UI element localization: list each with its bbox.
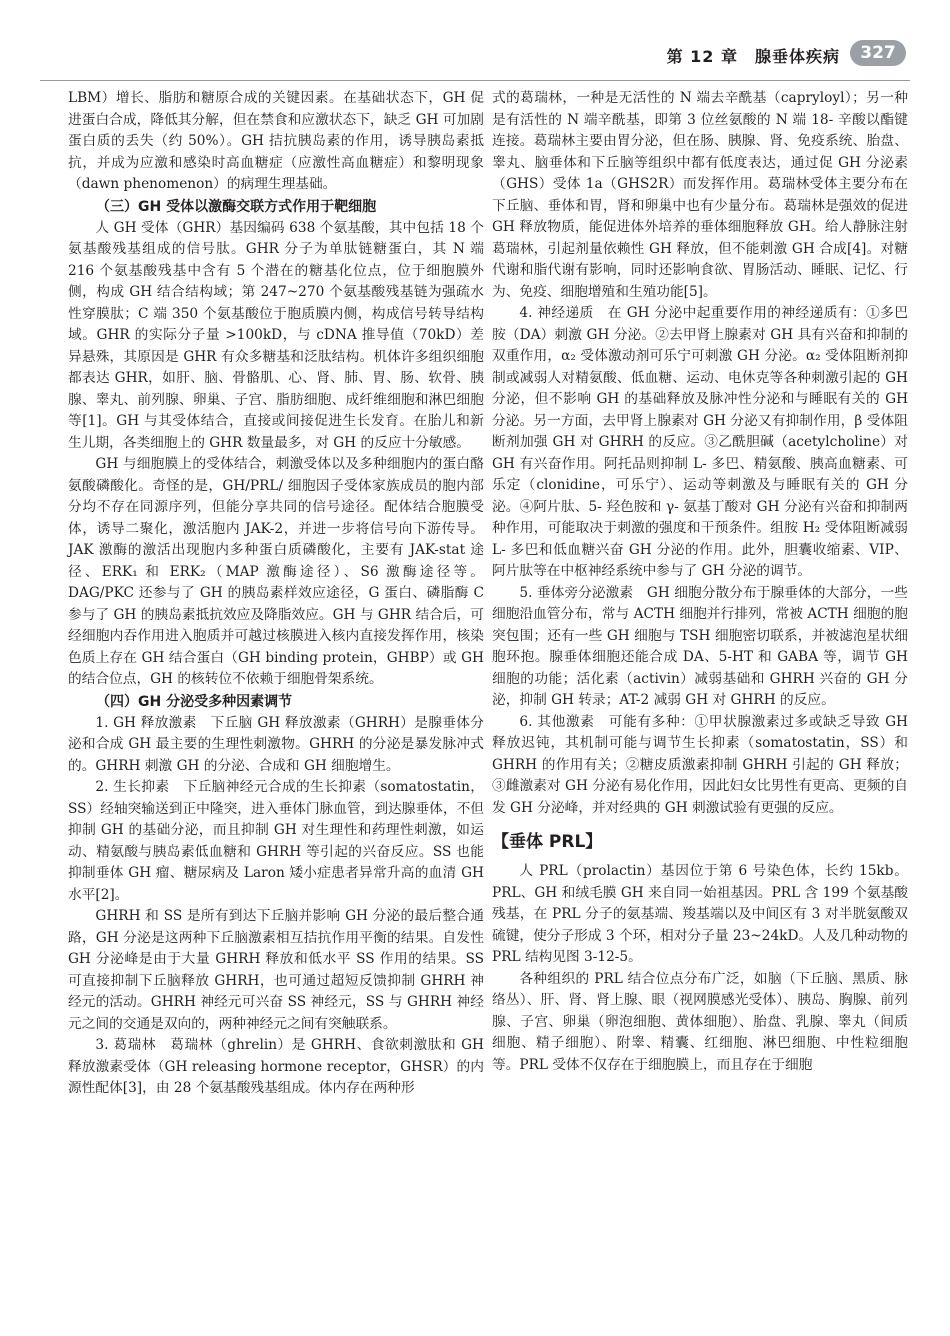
paragraph: 1. GH 释放激素 下丘脑 GH 释放激素（GHRH）是腺垂体分泌和合成 GH 最主要的生理性刺激物。GHRH 的分泌是暴发脉冲式的。GHRH 刺激 GH 的分泌、合成和 GH 细胞增生。 xyxy=(68,714,484,774)
paragraph: LBM）增长、脂肪和糖原合成的关键因素。在基础状态下，GH 促进蛋白合成，降低其分解，但在禁食和应激状态下，缺乏 GH 可加剧蛋白质的丢失（约 50%）。GH 拮抗胰岛素的作用，诱导胰岛素抵抗，并成为应激和感染时高血糖症（应激性高血糖症）和黎明现象（dawn phenomenon）的病理生理基础。 xyxy=(68,90,484,192)
paragraph: 人 GH 受体（GHR）基因编码 638 个氨基酸，其中包括 18 个氨基酸残基组成的信号肽。GHR 分子为单肽链糖蛋白，其 N 端 216 个氨基酸残基中含有 5 个潜在的糖基化位点，位于细胞膜外侧，构成 GH 结合结构域；第 247~270 个氨基酸残基链为强疏水性穿膜肽；C 端 350 个氨基酸位于胞质膜内侧，构成信号转导结构域。GHR 的实际分子量 >100kD，与 cDNA 推导值（70kD）差异悬殊，其原因是 GHR 有众多糖基和泛肽结构。机体许多组织细胞都表达 GHR，如肝、脑、骨骼肌、心、肾、肺、胃、肠、软骨、胰腺、睾丸、前列腺、卵巢、子宫、脂肪细胞、成纤维细胞和淋巴细胞等[1]。GH 与其受体结合，直接或间接促进生长发育。在胎儿和新生儿期，各类细胞上的 GHR 数量最多，对 GH 的反应十分敏感。 xyxy=(68,219,484,451)
paragraph: 各种组织的 PRL 结合位点分布广泛，如脑（下丘脑、黑质、脉络丛）、肝、肾、肾上腺、眼（视网膜感光受体）、胰岛、胸腺、前列腺、子宫、卵巢（卵泡细胞、黄体细胞）、胎盘、乳腺、睾丸（间质细胞、精子细胞）、附睾、精囊、红细胞、淋巴细胞、中性粒细胞等。PRL 受体不仅存在于细胞膜上，而且存在于细胞 xyxy=(492,970,908,1073)
right-column xyxy=(492,88,908,1076)
paragraph: 5. 垂体旁分泌激素 GH 细胞分散分布于腺垂体的大部分，一些细胞沿血管分布，常与 ACTH 细胞并行排列，常被 ACTH 细胞的胞突包围；还有一些 GH 细胞与 TSH 细胞密切联系，并被滤泡星状细胞环抱。腺垂体细胞还能合成 DA、5-HT 和 GABA 等，调节 GH 细胞的功能；活化素（activin）减弱基础和 GHRH 兴奋的 GH 分泌，抑制 GH 转录；AT-2 减弱 GH 对 GHRH 的反应。 xyxy=(492,584,908,708)
subsection-heading: （三）GH 受体以激酶交联方式作用于靶细胞 xyxy=(96,198,377,215)
paragraph: 3. 葛瑞林 葛瑞林（ghrelin）是 GHRH、食欲刺激肽和 GH 释放激素受体（GH releasing hormone receptor，GHSR）的内源性配体[3]，由 28 个氨基酸残基组成。体内存在两种形 xyxy=(68,1037,484,1096)
paragraph: 4. 神经递质 在 GH 分泌中起重要作用的神经递质有：①多巴胺（DA）刺激 GH 分泌。②去甲肾上腺素对 GH 具有兴奋和抑制的双重作用，α₂ 受体激动剂可乐宁可刺激 GH 分泌。α₂ 受体阻断剂抑制或减弱人对精氨酸、低血糖、运动、电休克等各种刺激引起的 GH 分泌，但不影响 GH 的基础释放及脉冲性分泌和与睡眠有关的 GH 分泌。另一方面，去甲肾上腺素对 GH 分泌又有抑制作用，β 受体阻断剂加强 GH 对 GHRH 的反应。③乙酰胆碱（acetylcholine）对 GH 有兴奋作用。阿托品则抑制 L- 多巴、精氨酸、胰高血糖素、可乐定（clonidine，可乐宁）、运动等刺激及与睡眠有关的 GH 分泌。④阿片肽、5- 羟色胺和 γ- 氨基丁酸对 GH 分泌有兴奋和抑制两种作用，可能取决于刺激的强度和干预条件。组胺 H₂ 受体阻断减弱 L- 多巴和低血糖兴奋 GH 分泌的作用。此外，胆囊收缩素、VIP、阿片肽等在中枢神经系统中参与了 GH 分泌的调节。 xyxy=(492,305,908,579)
left-column xyxy=(68,88,484,1100)
paragraph: GH 与细胞膜上的受体结合，刺激受体以及多种细胞内的蛋白酪氨酸磷酸化。奇怪的是，GH/PRL/ 细胞因子受体家族成员的胞内部分均不存在同源序列，但能分享共同的信号途径。配体结合胞膜受体，诱导二聚化，激活胞内 JAK-2，并进一步将信号向下游传导。JAK 激酶的激活出现胞内多种蛋白质磷酸化，主要有 JAK-stat 途径、ERK₁ 和 ERK₂（MAP 激酶途径）、S6 激酶途径等。DAG/PKC 还参与了 GH 的胰岛素样效应途径，G 蛋白、磷脂酶 C 参与了 GH 的胰岛素抵抗效应及降脂效应。GH 与 GHR 结合后，可经细胞内吞作用进入胞质并可越过核膜进入核内直接发挥作用，核染色质上存在 GH 结合蛋白（GH binding protein，GHBP）或 GH 的结合位点，GH 的核转位不依赖于细胞骨架系统。 xyxy=(68,456,484,687)
paragraph: 人 PRL（prolactin）基因位于第 6 号染色体，长约 15kb。PRL、GH 和绒毛膜 GH 来自同一始祖基因。PRL 含 199 个氨基酸残基，在 PRL 分子的氨基端、羧基端以及中间区有 3 对半胱氨酸双硫键，使分子形成 3 个环，相对分子量 23~24kD。人及几种动物的 PRL 结构见图 3-12-5。 xyxy=(492,863,908,965)
paragraph: GHRH 和 SS 是所有到达下丘脑并影响 GH 分泌的最后整合通路，GH 分泌是这两种下丘脑激素相互拮抗作用平衡的结果。自发性 GH 分泌峰是由于大量 GHRH 释放和低水平 SS 作用的结果。SS 可直接抑制下丘脑释放 GHRH，也可通过超短反馈抑制 GHRH 神经元的活动。GHRH 神经元可兴奋 SS 神经元，SS 与 GHRH 神经元之间的交通是双向的，两种神经元之间有突触联系。 xyxy=(68,908,484,1032)
page-header xyxy=(40,40,910,81)
paragraph: 式的葛瑞林，一种是无活性的 N 端去辛酰基（capryloyl）；另一种是有活性的 N 端辛酰基，即第 3 位丝氨酸的 N 端 18- 辛酸以酯键连接。葛瑞林主要由胃分泌，但在肠、胰腺、肾、免疫系统、胎盘、睾丸、脑垂体和下丘脑等组织中都有低度表达，通过促 GH 分泌素（GHS）受体 1a（GHS2R）而发挥作用。葛瑞林受体主要分布在下丘脑、垂体和胃，肾和卵巢中也有少量分布。葛瑞林是强效的促进 GH 释放物质，能促进体外培养的垂体细胞释放 GH。给人静脉注射葛瑞林，引起剂量依赖性 GH 释放，但不能刺激 GH 合成[4]。对糖代谢和脂代谢有影响，同时还影响食欲、胃肠活动、睡眠、记忆、行为、免疫、细胞增殖和生殖功能[5]。 xyxy=(492,90,908,300)
section-heading: 【垂体 PRL】 xyxy=(492,832,603,852)
page-number-badge: 327 xyxy=(850,40,906,66)
paragraph: 2. 生长抑素 下丘脑神经元合成的生长抑素（somatostatin，SS）经轴突输送到正中隆突，进入垂体门脉血管，到达腺垂体，不但抑制 GH 的基础分泌，而且抑制 GH 对生理性和药理性刺激，如运动、精氨酸与胰岛素低血糖和 GHRH 等引起的兴奋反应。SS 也能抑制垂体 GH 瘤、糖尿病及 Laron 矮小症患者异常升高的血清 GH 水平[2]。 xyxy=(68,779,484,903)
chapter-title: 第 12 章 腺垂体疾病 xyxy=(666,47,840,66)
paragraph: 6. 其他激素 可能有多种：①甲状腺激素过多或缺乏导致 GH 释放迟钝，其机制可能与调节生长抑素（somatostatin，SS）和 GHRH 的作用有关；②糖皮质激素抑制 GHRH 引起的 GH 释放；③雌激素对 GH 分泌有易化作用，因此妇女比男性有更高、更频的自发 GH 分泌峰，并对经典的 GH 刺激试验有更强的反应。 xyxy=(492,713,908,816)
subsection-heading: （四）GH 分泌受多种因素调节 xyxy=(96,693,293,710)
